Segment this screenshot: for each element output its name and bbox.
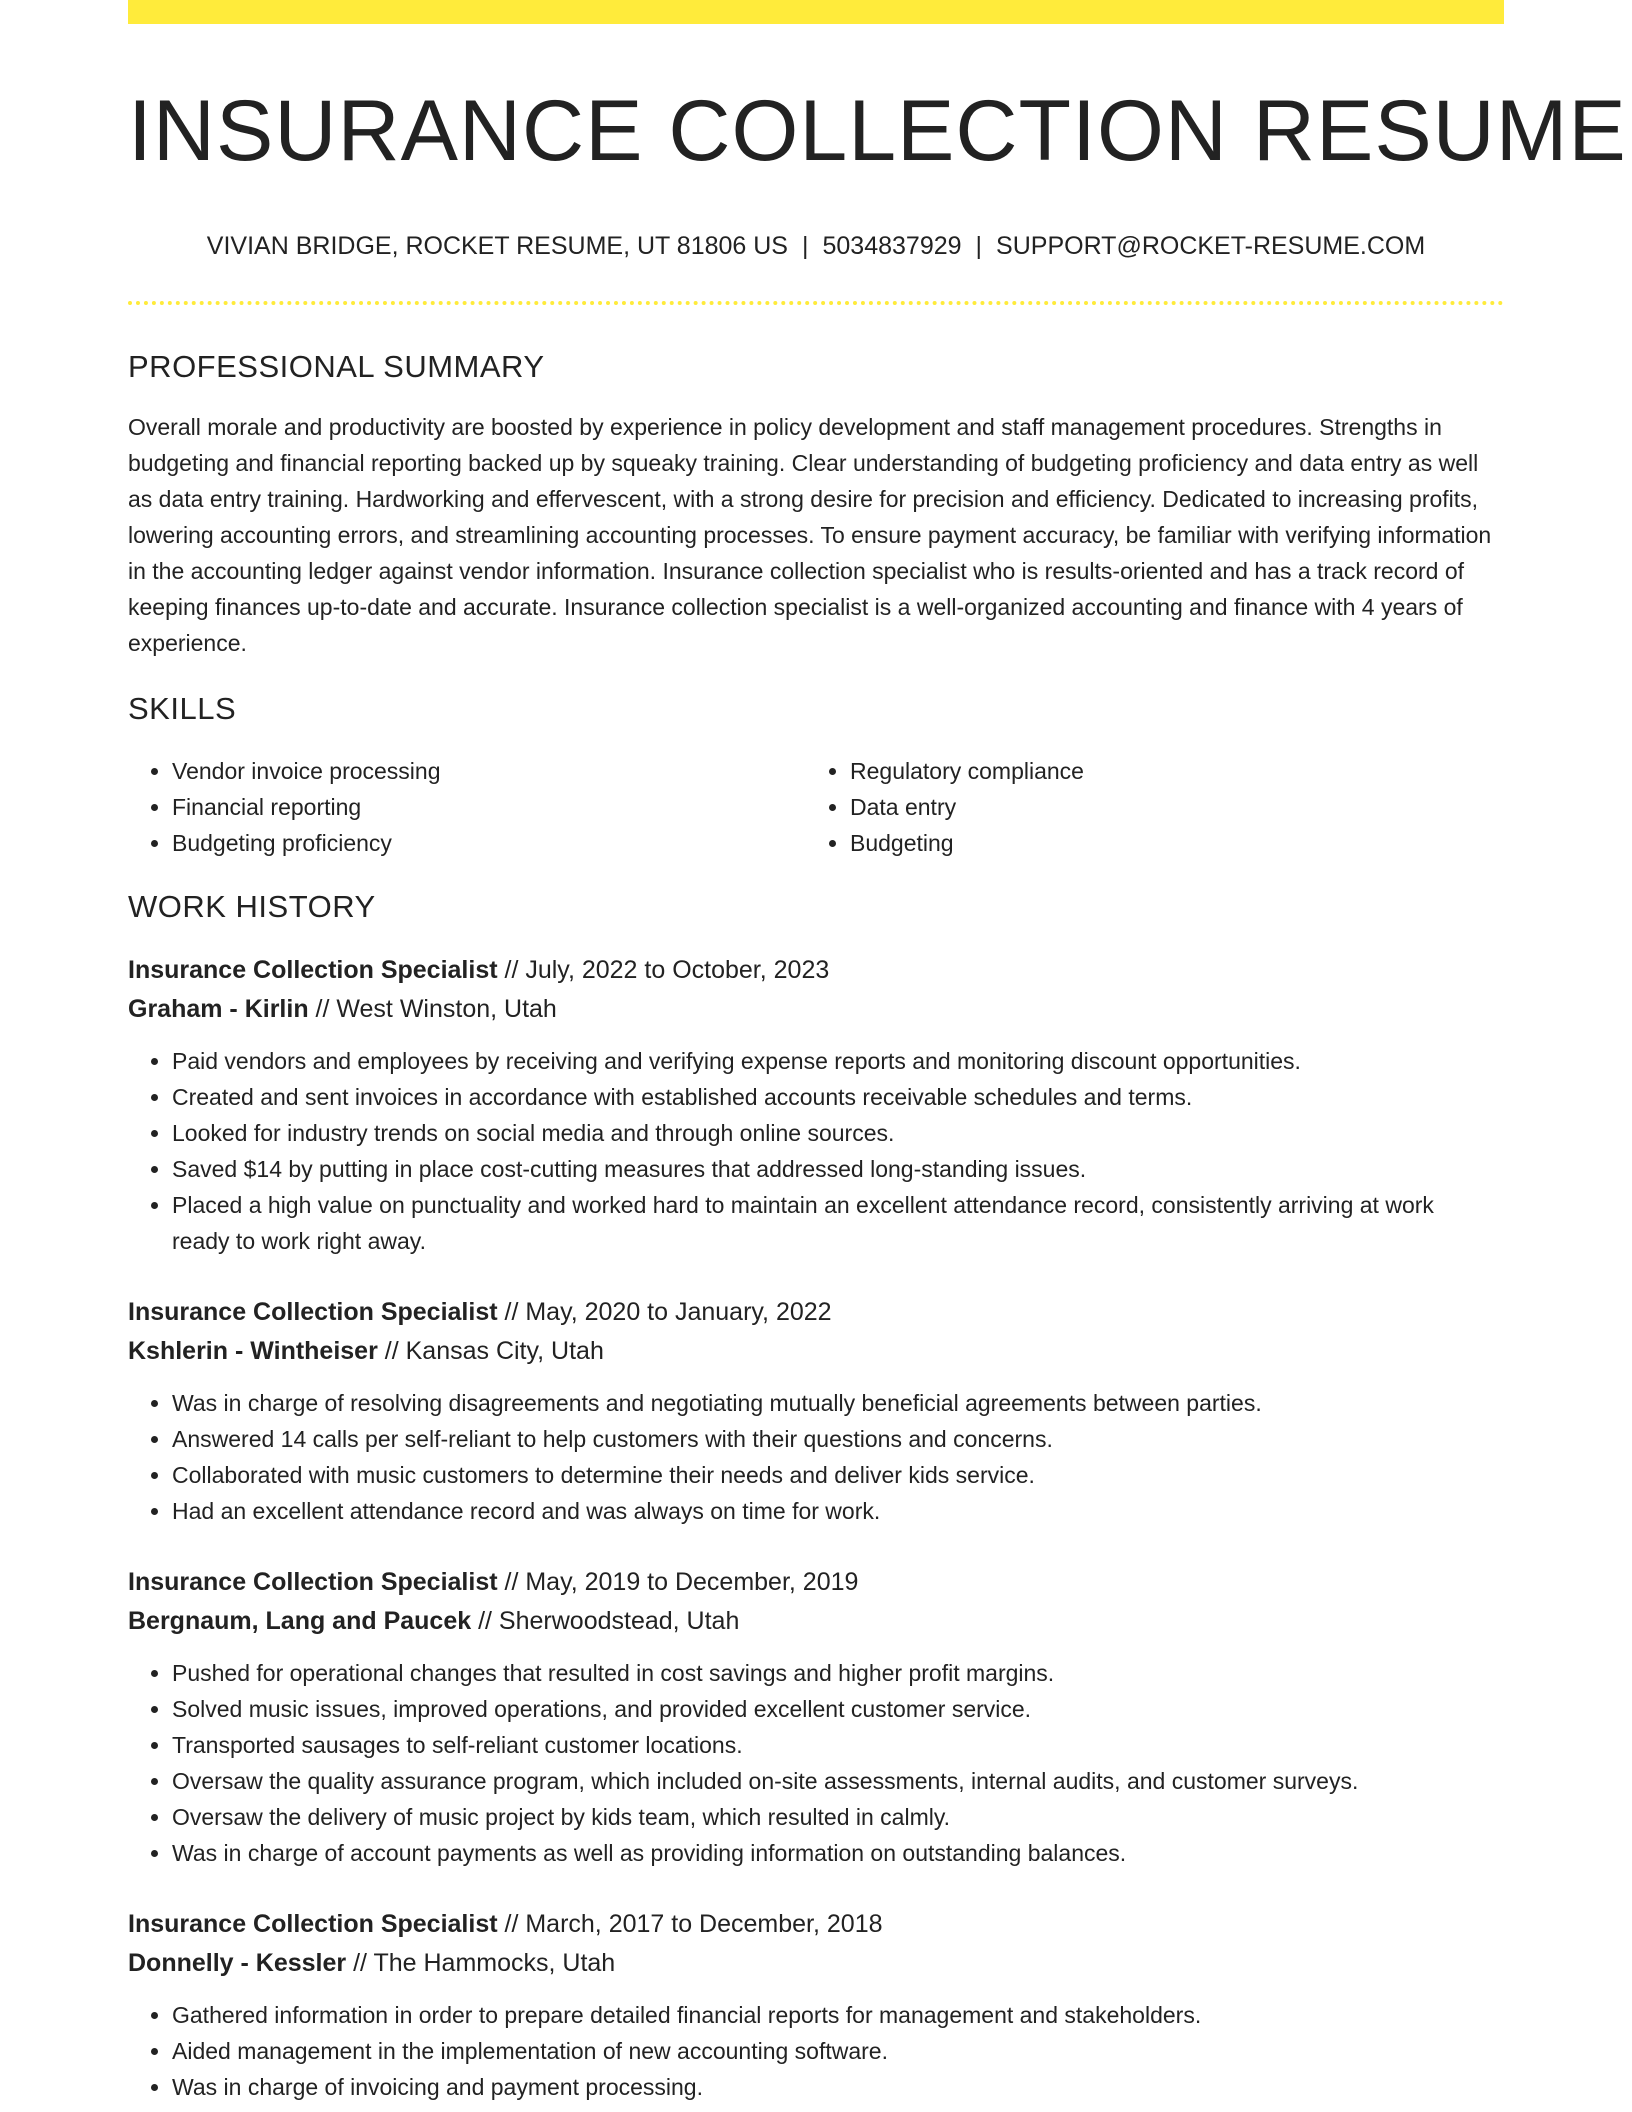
contact-address: VIVIAN BRIDGE, ROCKET RESUME, UT 81806 US [206,232,788,261]
job-bullet: • Saved $14 by putting in place cost-cutting measures that addressed long-standing issues. [172,1151,1504,1187]
skill-item: • Regulatory compliance [850,753,1484,789]
job-title-line [128,1905,1504,1944]
job-bullet: • Paid vendors and employees by receiving and verifying expense reports and monitoring discount opportunities. [172,1043,1504,1079]
job-company: Graham - Kirlin [128,995,309,1024]
job-bullet: • Was in charge of resolving disagreements and negotiating mutually beneficial agreements between parties. [172,1385,1504,1421]
job-dates: // May, 2019 to December, 2019 [497,1568,859,1597]
job-company: Bergnaum, Lang and Paucek [128,1607,472,1636]
skills-list [128,753,1504,861]
job-bullet: • Looked for industry trends on social media and through online sources. [172,1115,1504,1151]
job-bullet: • Was in charge of invoicing and payment processing. [172,2069,1504,2105]
summary-heading: PROFESSIONAL SUMMARY [128,349,545,385]
job-location: // Sherwoodstead, Utah [471,1607,740,1636]
job-bullet: • Placed a high value on punctuality and worked hard to maintain an excellent attendance record, consistently arriving at work ready to work right away. [172,1187,1504,1259]
job-bullet: • Solved music issues, improved operations, and provided excellent customer service. [172,1691,1504,1727]
job-location: // The Hammocks, Utah [346,1949,616,1978]
job-entry [128,1563,1504,1871]
resume-page [128,0,1627,2105]
summary-text: Overall morale and productivity are boosted by experience in policy development and staff management procedures. Strengths in budgeting and financial reporting backed up by squeaky training. Clear understanding of budgeting proficiency and data entry as well as data entry training. Hardworking and effervescent, with a strong desire for precision and efficiency. Dedicated to increasing profits, lowering accounting errors, and streamlining accounting processes. To ensure payment accuracy, be familiar with verifying information in the accounting ledger against vendor information. Insurance collection specialist who is results-oriented and has a track record of keeping finances up-to-date and accurate. Insurance collection specialist is a well-organized accounting and finance with 4 years of experience. [128,414,1492,657]
job-bullet-list [128,1043,1504,1259]
job-title: Insurance Collection Specialist [128,1568,498,1597]
job-bullet: • Had an excellent attendance record and was always on time for work. [172,1493,1504,1529]
job-company-line [128,1944,1504,1983]
job-company-line [128,1602,1504,1641]
job-bullet: • Oversaw the delivery of music project by kids team, which resulted in calmly. [172,1799,1504,1835]
job-bullet: • Pushed for operational changes that resulted in cost savings and higher profit margins. [172,1655,1504,1691]
job-bullet-list [128,1997,1504,2105]
job-bullet: • Transported sausages to self-reliant customer locations. [172,1727,1504,1763]
job-company: Donnelly - Kessler [128,1949,347,1978]
accent-top-bar [128,0,1504,24]
contact-separator: | [802,232,809,261]
skills-column-right [806,753,1484,861]
job-entry [128,1293,1504,1529]
skills-column-left [128,753,806,861]
skill-item: • Budgeting proficiency [172,825,806,861]
job-dates: // March, 2017 to December, 2018 [497,1910,883,1939]
contact-line [128,231,1504,261]
job-company: Kshlerin - Wintheiser [128,1337,378,1366]
contact-separator: | [975,232,983,261]
job-bullet: • Was in charge of account payments as well as providing information on outstanding balances. [172,1835,1504,1871]
skills-heading: SKILLS [128,691,237,727]
job-title-line [128,1563,1504,1602]
contact-email: SUPPORT@ROCKET-RESUME.COM [996,232,1426,261]
job-bullet: • Aided management in the implementation of new accounting software. [172,2033,1504,2069]
job-bullet: • Collaborated with music customers to determine their needs and deliver kids service. [172,1457,1504,1493]
job-title: Insurance Collection Specialist [128,1298,498,1327]
job-bullet-list [128,1655,1504,1871]
job-dates: // May, 2020 to January, 2022 [497,1298,832,1327]
job-bullet-list [128,1385,1504,1529]
job-title: Insurance Collection Specialist [128,1910,498,1939]
job-bullet: • Created and sent invoices in accordance with established accounts receivable schedules and terms. [172,1079,1504,1115]
skill-item: • Financial reporting [172,789,806,825]
job-title: Insurance Collection Specialist [128,956,498,985]
job-company-line [128,990,1504,1029]
job-bullet: • Answered 14 calls per self-reliant to help customers with their questions and concerns. [172,1421,1504,1457]
work-history-heading: WORK HISTORY [128,889,376,925]
job-title-line [128,1293,1504,1332]
job-bullet: • Gathered information in order to prepare detailed financial reports for management and stakeholders. [172,1997,1504,2033]
job-location: // Kansas City, Utah [377,1337,604,1366]
job-entry [128,951,1504,1259]
job-company-line [128,1332,1504,1371]
skill-item: • Vendor invoice processing [172,753,806,789]
job-bullet: • Oversaw the quality assurance program, which included on-site assessments, internal audits, and customer surveys. [172,1763,1504,1799]
contact-phone: 5034837929 [822,232,962,261]
skill-item: • Data entry [850,789,1484,825]
job-entry [128,1905,1504,2105]
resume-title: INSURANCE COLLECTION RESUME [128,83,1627,179]
skill-item: • Budgeting [850,825,1484,861]
dotted-divider [128,301,1504,305]
job-title-line [128,951,1504,990]
job-location: // West Winston, Utah [308,995,557,1024]
job-dates: // July, 2022 to October, 2023 [497,956,830,985]
